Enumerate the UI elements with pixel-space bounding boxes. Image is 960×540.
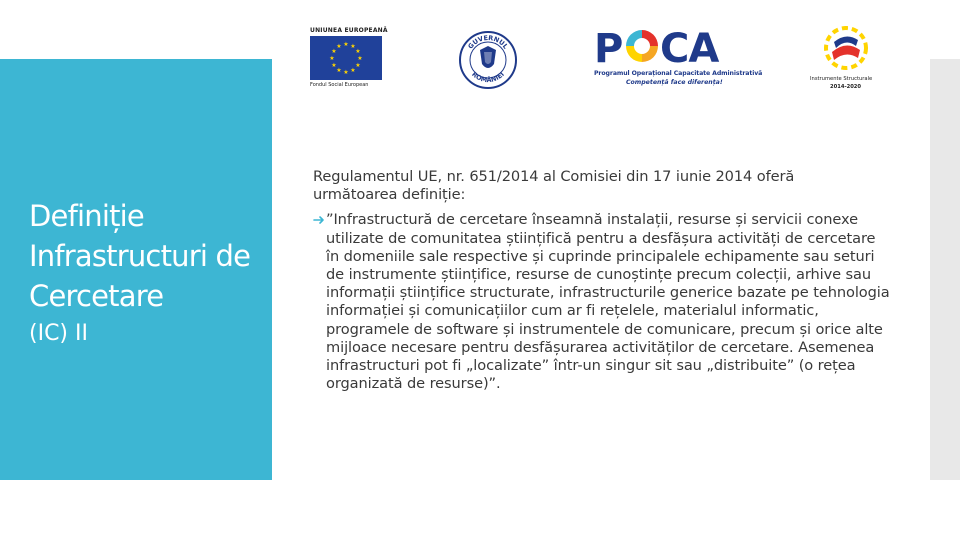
structural-instruments-label: Instrumente Structurale (810, 76, 873, 82)
romanian-government-seal-icon (458, 30, 518, 90)
svg-text:ROMÂNIEI: ROMÂNIEI (470, 70, 506, 85)
title-block (29, 196, 265, 348)
poca-slogan: Competență face diferența! (626, 79, 723, 86)
eu-logo-header: UNIUNEA EUROPEANĂ (310, 27, 388, 34)
poca-logo (594, 26, 763, 92)
svg-text:★: ★ (357, 55, 363, 62)
svg-text:★: ★ (350, 43, 356, 50)
right-decorative-bar (930, 59, 960, 480)
svg-text:P: P (594, 26, 623, 68)
svg-text:CA: CA (660, 26, 719, 68)
svg-text:★: ★ (336, 43, 342, 50)
intro-paragraph: Regulamentul UE, nr. 651/2014 al Comisiei din 17 iunie 2014 oferă următoarea definiție: (313, 168, 795, 204)
eu-logo-footer: Fondul Social European (310, 82, 369, 88)
structural-instruments-logo (810, 24, 882, 92)
slide-title: Definiție Infrastructuri de Cercetare (29, 199, 251, 313)
svg-text:★: ★ (343, 69, 349, 76)
poca-program-name: Programul Operațional Capacitate Administrativă (594, 70, 763, 77)
svg-text:★: ★ (343, 41, 349, 48)
svg-text:★: ★ (336, 67, 342, 74)
svg-text:★: ★ (355, 48, 361, 55)
svg-text:★: ★ (355, 62, 361, 69)
definition-text: ”Infrastructură de cercetare înseamnă instalații, resurse și servicii conexe utilizate de comunitatea științifică pentru a desfășura activități de cercetare în domeniile sale respective și cuprinde principalele echipamente sau seturi de instrumente științifice, resurse de cunoștințe precum colecții, arhive sau informații științifice structurate, infrastructurile generice bazate pe tehnologia informației și comunicațiilor cum ar fi rețelele, materialul informatic, programele de software și instrumentele de comunicare, precum și orice alte mijloace necesare pentru desfășurarea activităților de cercetare. Asemenea infrastructuri pot fi „localizate” într-un singur sit sau „distribuite” (o rețea organizată de resurse)”. (326, 211, 890, 393)
svg-text:★: ★ (331, 62, 337, 69)
eu-flag-icon (310, 36, 382, 80)
definition-bullet (313, 211, 893, 393)
poca-logo-icon (594, 26, 738, 68)
svg-text:★: ★ (331, 48, 337, 55)
svg-text:★: ★ (350, 67, 356, 74)
structural-instruments-icon (810, 24, 882, 74)
svg-text:★: ★ (329, 55, 335, 62)
structural-instruments-years: 2014-2020 (830, 84, 862, 90)
svg-text:GUVERNUL: GUVERNUL (466, 33, 510, 51)
content-body (313, 168, 893, 393)
arrow-bullet-icon (313, 214, 327, 226)
slide-subtitle: (IC) II (29, 321, 88, 346)
eu-logo (310, 27, 388, 89)
